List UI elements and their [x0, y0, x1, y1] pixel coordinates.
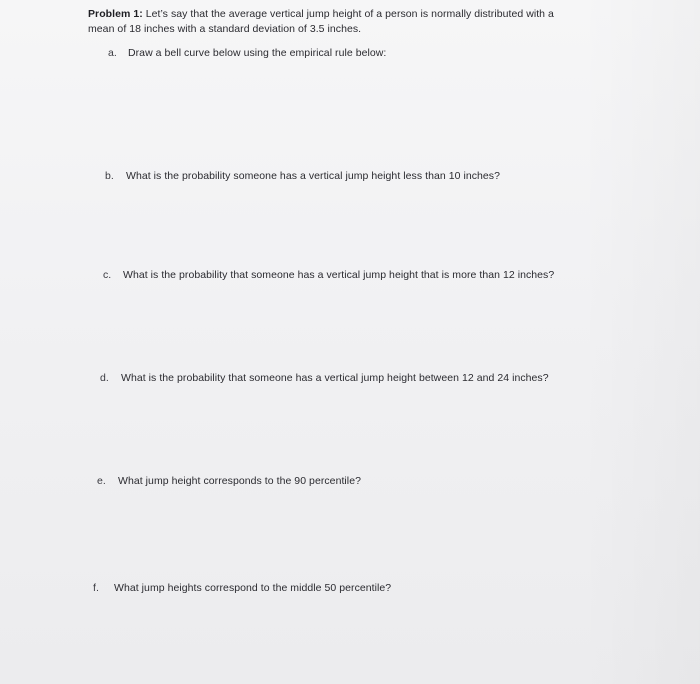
problem-label: Problem 1: [88, 8, 143, 20]
part-e-marker: e. [97, 475, 106, 487]
part-f [93, 582, 391, 595]
part-d [100, 372, 549, 385]
part-d-question: What is the probability that someone has a vertical jump height between 12 and 24 inches? [121, 372, 549, 384]
part-f-question: What jump heights correspond to the middle 50 percentile? [114, 582, 392, 594]
part-e [97, 475, 361, 488]
part-b [105, 170, 500, 183]
part-d-marker: d. [100, 372, 109, 384]
problem-intro-line-1 [88, 8, 554, 21]
part-c-question: What is the probability that someone has a vertical jump height that is more than 12 inches? [123, 269, 555, 281]
problem-intro-text: Let’s say that the average vertical jump height of a person is normally distributed with a [145, 8, 554, 20]
part-a [108, 47, 386, 60]
part-f-marker: f. [93, 582, 99, 594]
part-c [103, 269, 554, 282]
part-c-marker: c. [103, 269, 112, 281]
part-b-marker: b. [105, 170, 114, 182]
part-b-question: What is the probability someone has a vertical jump height less than 10 inches? [126, 170, 500, 182]
part-a-question: Draw a bell curve below using the empirical rule below: [128, 47, 387, 59]
part-e-question: What jump height corresponds to the 90 percentile? [118, 475, 361, 487]
part-a-marker: a. [108, 47, 117, 59]
page-shading [580, 0, 700, 684]
problem-intro-line-2 [88, 23, 361, 36]
problem-intro-text-2: mean of 18 inches with a standard deviation of 3.5 inches. [88, 23, 362, 35]
